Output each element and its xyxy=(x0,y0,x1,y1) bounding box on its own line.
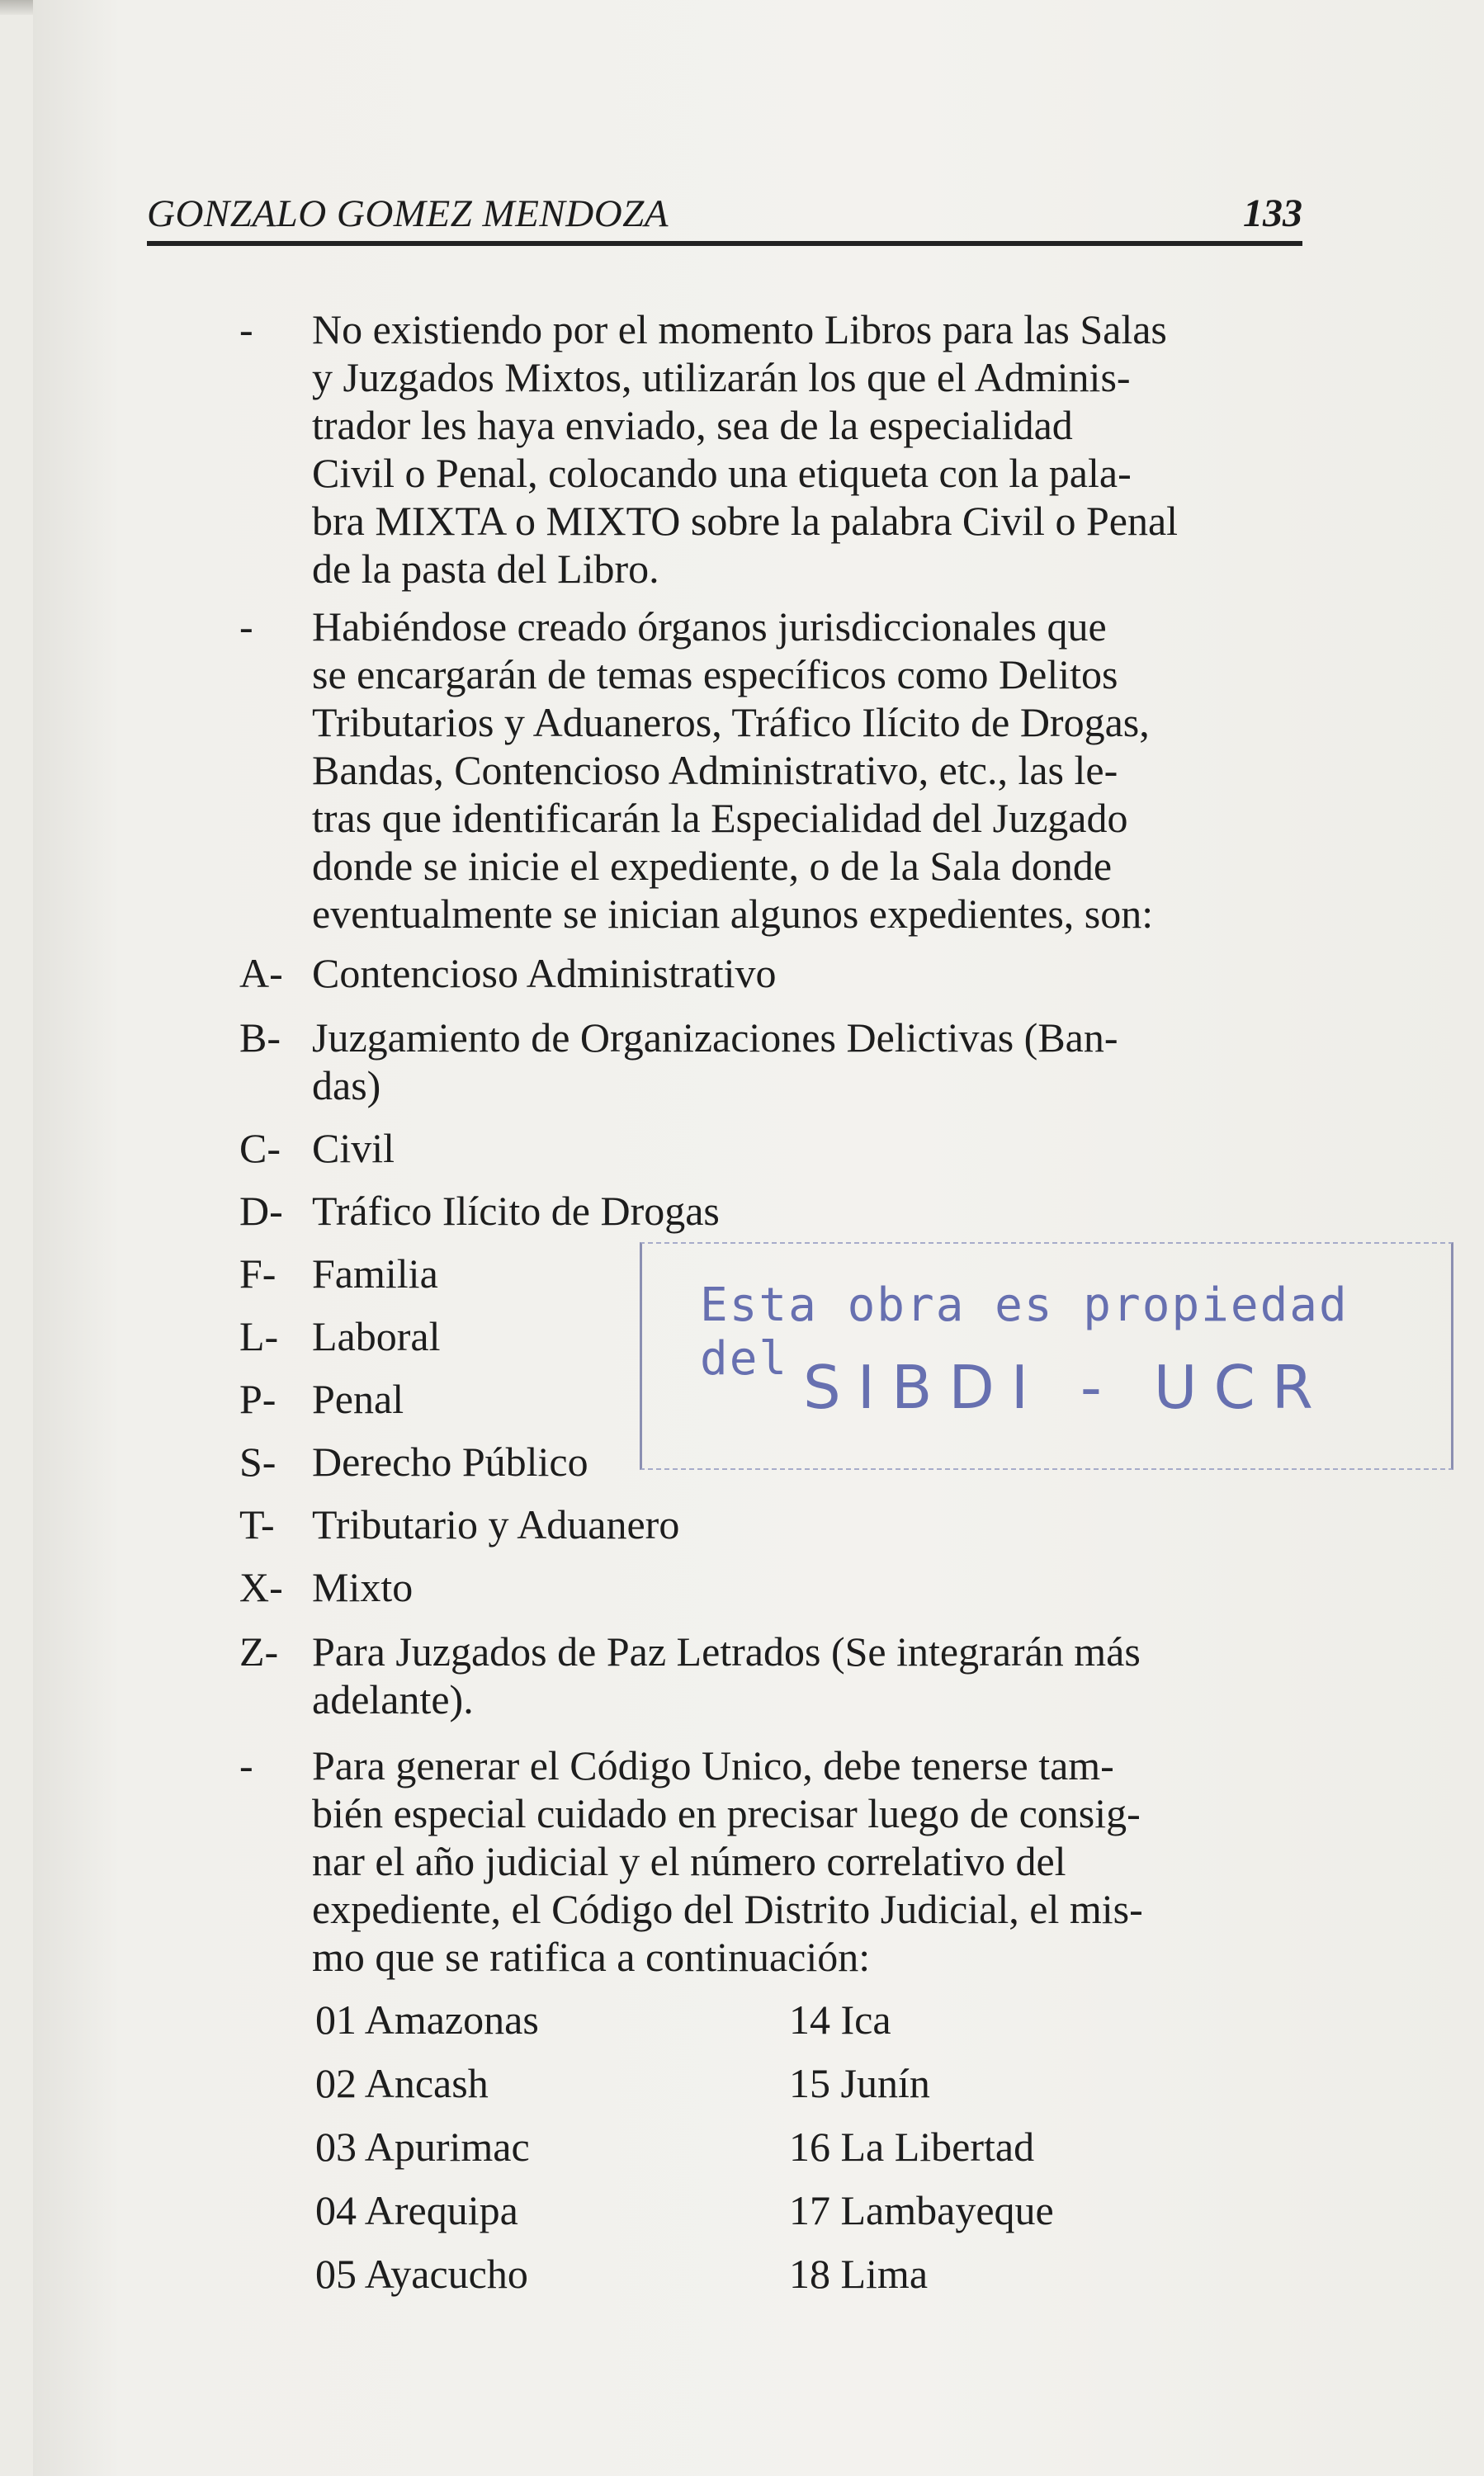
code-letter: X- xyxy=(239,1564,283,1610)
paragraph-2 xyxy=(312,602,1301,938)
code-line: Mixto xyxy=(312,1564,414,1610)
paragraph-line: se encargarán de temas específicos como Delitos xyxy=(312,651,1118,697)
code-description xyxy=(312,949,1301,997)
paragraph-3 xyxy=(312,1741,1301,1981)
paragraph-line: tras que identificarán la Especialidad del Juzgado xyxy=(312,795,1128,841)
running-header xyxy=(147,183,1302,246)
bullet-2: - xyxy=(239,603,253,650)
code-letter: Z- xyxy=(239,1628,279,1675)
code-line: Contencioso Administrativo xyxy=(312,950,777,996)
district-entry: 15 Junín xyxy=(789,2060,930,2106)
code-line: Penal xyxy=(312,1376,404,1422)
paragraph-line: y Juzgados Mixtos, utilizarán los que el Adminis- xyxy=(312,354,1131,400)
bullet-1: - xyxy=(239,306,253,352)
code-line: Tráfico Ilícito de Drogas xyxy=(312,1188,720,1234)
code-description xyxy=(312,1628,1301,1723)
code-line: adelante). xyxy=(312,1676,474,1722)
district-list-right xyxy=(789,1996,1054,2313)
paragraph-line: mo que se ratifica a continuación: xyxy=(312,1934,871,1980)
paragraph-line: nar el año judicial y el número correlativo del xyxy=(312,1838,1066,1884)
paragraph-line: de la pasta del Libro. xyxy=(312,546,659,592)
district-entry: 04 Arequipa xyxy=(315,2187,518,2233)
paragraph-line: Habiéndose creado órganos jurisdiccionales que xyxy=(312,603,1107,650)
code-letter: T- xyxy=(239,1501,275,1548)
code-description xyxy=(312,1187,1301,1235)
district-entry: 05 Ayacucho xyxy=(315,2251,528,2297)
code-letter: P- xyxy=(239,1376,276,1422)
district-list-left xyxy=(315,1996,539,2313)
stamp-library-name: SIBDI - UCR xyxy=(803,1353,1330,1422)
page-number: 133 xyxy=(1243,191,1302,235)
code-line: Para Juzgados de Paz Letrados (Se integrarán más xyxy=(312,1628,1141,1675)
code-description xyxy=(312,1014,1301,1109)
code-letter: S- xyxy=(239,1439,276,1485)
code-letter: D- xyxy=(239,1188,283,1234)
code-line: Tributario y Aduanero xyxy=(312,1501,680,1548)
district-entry: 01 Amazonas xyxy=(315,1996,539,2043)
code-description xyxy=(312,1563,1301,1611)
district-entry: 03 Apurimac xyxy=(315,2124,530,2170)
paragraph-line: donde se inicie el expediente, o de la Sala donde xyxy=(312,843,1113,889)
paragraph-line: Bandas, Contencioso Administrativo, etc., las le- xyxy=(312,747,1118,793)
paragraph-line: Para generar el Código Unico, debe tenerse tam- xyxy=(312,1742,1114,1788)
code-line: Laboral xyxy=(312,1313,441,1359)
code-letter: L- xyxy=(239,1313,279,1359)
district-entry: 17 Lambayeque xyxy=(789,2187,1054,2233)
code-line: Juzgamiento de Organizaciones Delictivas (Ban- xyxy=(312,1014,1118,1061)
library-stamp xyxy=(640,1242,1453,1470)
paragraph-1 xyxy=(312,305,1301,593)
paragraph-line: Civil o Penal, colocando una etiqueta con la pala- xyxy=(312,450,1132,496)
paragraph-line: bién especial cuidado en precisar luego de consig- xyxy=(312,1790,1141,1836)
paragraph-line: bra MIXTA o MIXTO sobre la palabra Civil o Penal xyxy=(312,498,1179,544)
paragraph-line: No existiendo por el momento Libros para las Salas xyxy=(312,306,1167,352)
district-entry: 18 Lima xyxy=(789,2251,929,2297)
header-author: GONZALO GOMEZ MENDOZA xyxy=(147,192,669,235)
code-line: Derecho Público xyxy=(312,1439,588,1485)
code-description xyxy=(312,1500,1301,1548)
code-line: das) xyxy=(312,1062,381,1108)
district-entry: 16 La Libertad xyxy=(789,2124,1035,2170)
code-line: Civil xyxy=(312,1125,395,1171)
paragraph-line: trador les haya enviado, sea de la especialidad xyxy=(312,402,1073,448)
code-letter: A- xyxy=(239,950,283,996)
code-line: Familia xyxy=(312,1250,438,1297)
code-letter: B- xyxy=(239,1014,281,1061)
code-description xyxy=(312,1124,1301,1172)
paragraph-line: expediente, el Código del Distrito Judicial, el mis- xyxy=(312,1886,1143,1932)
district-entry: 14 Ica xyxy=(789,1996,891,2043)
code-letter: C- xyxy=(239,1125,281,1171)
district-entry: 02 Ancash xyxy=(315,2060,489,2106)
bullet-3: - xyxy=(239,1742,253,1788)
code-letter: F- xyxy=(239,1250,276,1297)
paragraph-line: eventualmente se inician algunos expedientes, son: xyxy=(312,891,1154,937)
paragraph-line: Tributarios y Aduaneros, Tráfico Ilícito de Drogas, xyxy=(312,699,1150,745)
stamp-ownership-text: Esta obra es propiedad del xyxy=(700,1278,1349,1386)
